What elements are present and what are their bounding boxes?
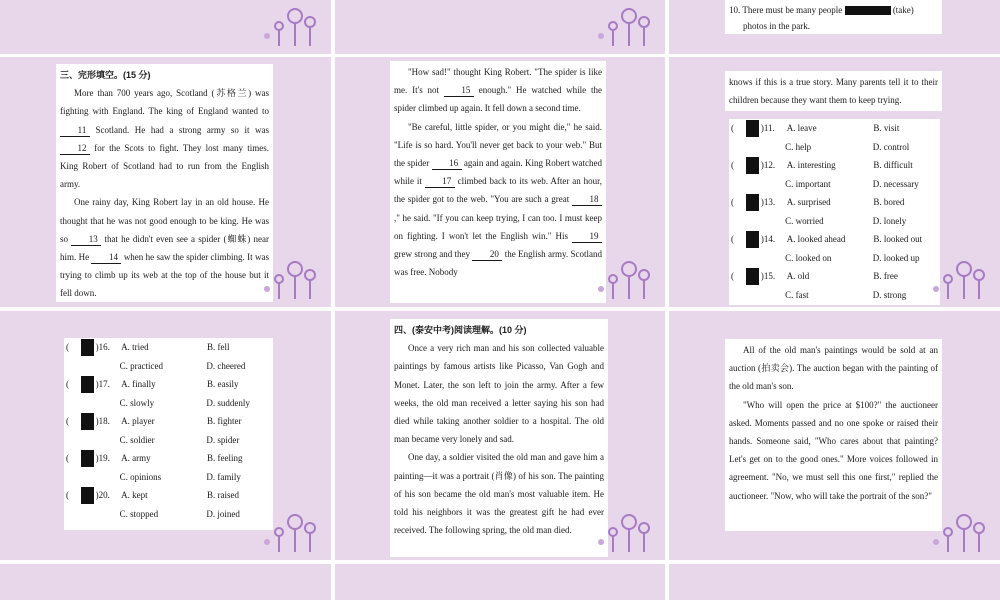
option-b: B. looked out (873, 234, 923, 245)
option-a: A. kept (121, 490, 148, 501)
exercise-10-line2: photos in the park. (743, 21, 810, 31)
slide-bottom-middle (335, 564, 665, 600)
option-c: C. help (785, 141, 812, 152)
answer-blank-14: 14 (91, 251, 121, 264)
answer-blank-16: 16 (432, 157, 462, 170)
passage-ending-card (725, 71, 942, 111)
floral-decoration-icon (255, 251, 325, 301)
question-number: )17. (95, 379, 110, 390)
question-row-options (731, 286, 938, 305)
option-d: D. looked up (872, 252, 920, 263)
answer-paren: ( (731, 271, 734, 282)
questions-11-15-card (729, 119, 940, 305)
option-b: B. free (873, 271, 898, 282)
passage-paragraph: "Who will open the price at $100?" the auctioneer asked. Moments passed and no one spoke or raised their hands. Someone said, "Who cares about that painting? Let's get on to the good ones." More voices followed in agreement. "No, we must sell this one first," replied the auctioneer. "Now, who will take the portrait of the son?" (729, 399, 938, 501)
answer-box-redacted (746, 231, 759, 248)
question-number: )12. (760, 160, 776, 171)
cloze-card-1 (56, 64, 273, 302)
option-d: D. strong (872, 289, 907, 300)
paragraph-block (394, 339, 604, 448)
answer-paren: ( (731, 197, 734, 208)
reading-card-2 (725, 339, 942, 531)
exercise-10-line1: 10. There must be many people (take) (729, 5, 914, 15)
option-b: B. fighter (207, 416, 242, 427)
option-a: A. finally (121, 379, 156, 390)
section-heading: 三、完形填空。(15 分) (60, 70, 151, 80)
option-b: B. difficult (873, 160, 913, 171)
question-number: )11. (760, 123, 775, 134)
answer-box-redacted (746, 194, 759, 211)
floral-decoration-icon (924, 504, 994, 554)
answer-paren: ( (731, 123, 734, 134)
passage-paragraph (394, 63, 602, 118)
floral-decoration-icon (589, 504, 659, 554)
passage-text: More than 700 years ago, Scotland (苏格兰) was fighting with England. The king of England wanted to (60, 88, 269, 117)
slide-bottom-right (669, 564, 1000, 600)
option-d: D. spider (206, 434, 240, 445)
answer-box-redacted (81, 487, 94, 504)
passage-text: "Be careful, little spider, or you might die," he said. "Life is so hard. You'll never get back to your web." But the spider (394, 121, 602, 169)
passage-text: that he didn't even see a spider (蜘蛛) near him. He (60, 233, 269, 263)
exercise-10-card (725, 0, 942, 34)
floral-decoration-icon (924, 251, 994, 301)
answer-blank-17: 17 (425, 175, 455, 188)
passage-text: Scotland. He had a strong army so it was (95, 124, 269, 135)
option-c: C. opinions (119, 471, 162, 482)
question-number: )16. (95, 342, 110, 353)
question-row (731, 156, 938, 175)
answer-blank-19: 19 (572, 230, 602, 243)
answer-paren: ( (66, 379, 69, 390)
slide-cloze-questions-1 (669, 57, 1000, 307)
answer-blank-20: 20 (472, 248, 502, 261)
option-c: C. stopped (119, 508, 159, 519)
passage-ending-text: knows if this is a true story. Many parents tell it to their children because they want them to keep trying. (729, 77, 938, 106)
passage-paragraph: One day, a soldier visited the old man and gave him a painting—it was a portrait (肖像) of his son. The painting of his son became the old man's most valuable item. He told his neighbors it was the greatest gift he had ever received. The following spring, the old man died. (394, 452, 604, 536)
option-a: A. old (786, 271, 810, 282)
answer-box-redacted (746, 120, 759, 137)
answer-blank-11: 11 (60, 124, 90, 137)
floral-decoration-icon (589, 0, 659, 48)
passage-text: the English army. Scotland was free. Nobody (394, 249, 603, 278)
reading-card-1 (390, 319, 608, 557)
question-row (66, 375, 271, 394)
passage-paragraph (394, 118, 602, 282)
option-a: A. surprised (786, 197, 831, 208)
option-d: D. control (872, 141, 910, 152)
option-d: D. lonely (872, 215, 907, 226)
option-a: A. army (121, 453, 151, 464)
option-c: C. soldier (119, 434, 155, 445)
answer-box-redacted (81, 413, 94, 430)
option-c: C. looked on (785, 252, 832, 263)
answer-blank-12: 12 (60, 142, 90, 155)
passage-paragraph: Once a very rich man and his son collected valuable paintings by famous artists like Picasso, Van Gogh and Monet. Later, the son left to join the army. After a few weeks, the old man received a letter saying his son had died while taking another soldier to a hospital. The old man became very lonely and sad. (394, 343, 604, 445)
question-row (731, 193, 938, 212)
answer-box-redacted (81, 450, 94, 467)
option-b: B. visit (873, 123, 900, 134)
question-row (66, 449, 271, 468)
floral-decoration-icon (255, 504, 325, 554)
answer-paren: ( (66, 453, 69, 464)
question-row (731, 119, 938, 138)
question-row (66, 486, 271, 505)
answer-paren: ( (66, 416, 69, 427)
question-number: )19. (95, 453, 110, 464)
passage-text: ," he said. "If you can keep trying, I can too. I must keep on fighting. I won't let the English win." His (394, 212, 602, 241)
slide-top-left (0, 0, 331, 54)
paragraph-block (729, 396, 938, 505)
option-d: D. joined (206, 508, 240, 519)
option-d: D. family (206, 471, 241, 482)
passage-text: when he saw the spider climbing. It was trying to climb up its web at the top of the house but it fell down. (60, 252, 270, 299)
option-c: C. fast (785, 289, 809, 300)
question-row (731, 267, 938, 286)
passage-text: One rainy day, King Robert lay in an old house. He thought that he was not good enough to be king. He was so (60, 197, 269, 244)
option-a: A. leave (786, 123, 817, 134)
answer-paren: ( (731, 234, 734, 245)
question-number: )20. (95, 490, 110, 501)
option-c: C. practiced (119, 360, 164, 371)
passage-paragraph: All of the old man's paintings would be sold at an auction (拍卖会). The auction began with the painting of the old man's son. (729, 345, 938, 392)
slide-reading-passage-1 (335, 311, 665, 560)
question-number: )15. (760, 271, 776, 282)
passage-text: for the Scots to fight. They lost many times. King Robert of Scotland had to run from the English army. (60, 142, 269, 190)
option-c: C. important (785, 178, 831, 189)
floral-decoration-icon (255, 0, 325, 48)
passage-text: enough." He watched while the spider climbed up again. It fell down a second time. (394, 85, 603, 114)
section-heading: 四、(泰安中考)阅读理解。(10 分) (394, 325, 527, 335)
answer-paren: ( (66, 342, 69, 353)
paragraph-block (729, 341, 938, 396)
question-row-options (66, 357, 271, 376)
answer-paren: ( (731, 160, 734, 171)
question-row (66, 338, 271, 357)
option-b: B. bored (873, 197, 905, 208)
answer-box-redacted (81, 376, 94, 393)
slide-cloze-passage-2 (335, 57, 665, 307)
question-row (66, 412, 271, 431)
option-c: C. slowly (119, 397, 155, 408)
answer-box-redacted (746, 268, 759, 285)
question-row-options (66, 431, 271, 450)
answer-blank-15: 15 (444, 84, 474, 97)
question-row-options (731, 138, 938, 157)
slide-top-middle (335, 0, 665, 54)
passage-text: "How sad!" thought King Robert. "The spider is like me. It's not (394, 67, 602, 96)
option-a: A. tried (121, 342, 149, 353)
question-number: )18. (95, 416, 110, 427)
slide-bottom-left (0, 564, 331, 600)
slide-top-right (669, 0, 1000, 54)
passage-text: grew strong and they (394, 249, 473, 260)
answer-box-redacted (746, 157, 759, 174)
question-row (731, 230, 938, 249)
passage-text: again and again. King Robert watched while it (394, 158, 603, 187)
option-d: D. suddenly (206, 397, 250, 408)
option-a: A. player (121, 416, 155, 427)
question-row-options (731, 212, 938, 231)
slide-reading-passage-2 (669, 311, 1000, 560)
question-number: )14. (760, 234, 776, 245)
question-row-options (731, 249, 938, 268)
option-a: A. looked ahead (786, 234, 846, 245)
question-row-options (66, 394, 271, 413)
question-row-options (66, 505, 271, 524)
option-a: A. interesting (786, 160, 836, 171)
slide-cloze-questions-2 (0, 311, 331, 560)
question-row-options (66, 468, 271, 487)
option-c: C. worried (785, 215, 824, 226)
passage-text: climbed back to its web. After an hour, the spider got to the web. "You are such a great (394, 176, 602, 205)
question-row-options (731, 175, 938, 194)
answer-paren: ( (66, 490, 69, 501)
passage-paragraph (60, 193, 269, 302)
answer-blank-13: 13 (71, 233, 101, 246)
question-number: )13. (760, 197, 776, 208)
passage-paragraph (60, 84, 269, 193)
option-b: B. raised (207, 490, 240, 501)
option-b: B. easily (207, 379, 239, 390)
redaction-box (845, 6, 891, 15)
option-d: D. cheered (206, 360, 246, 371)
paragraph-block (394, 448, 604, 539)
option-b: B. fell (207, 342, 230, 353)
questions-16-20-card (64, 338, 273, 530)
option-d: D. necessary (872, 178, 919, 189)
answer-blank-18: 18 (572, 193, 602, 206)
answer-box-redacted (81, 339, 94, 356)
cloze-card-2 (390, 61, 606, 303)
floral-decoration-icon (589, 251, 659, 301)
option-b: B. feeling (207, 453, 243, 464)
slide-cloze-passage-1 (0, 57, 331, 307)
